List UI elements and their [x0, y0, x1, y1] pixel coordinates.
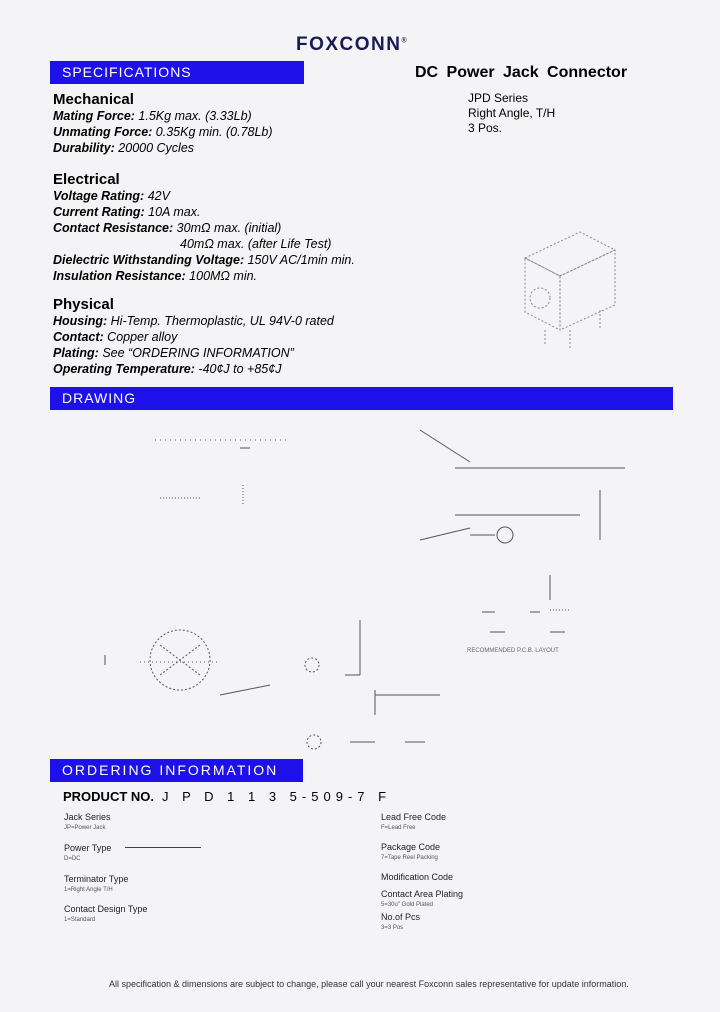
- mechanical-section: [53, 91, 273, 156]
- electrical-section: [53, 171, 355, 284]
- spec-line: Mating Force: 1.5Kg max. (3.33Lb): [53, 109, 252, 123]
- pcb-layout-label: RECOMMENDED P.C.B. LAYOUT: [467, 648, 559, 654]
- specifications-banner: SPECIFICATIONS: [50, 61, 304, 84]
- series-info: [468, 91, 555, 136]
- order-item-contact-design: Contact Design Type 1=Standard: [64, 904, 148, 923]
- order-item-modification-code: Modification Code: [381, 872, 454, 882]
- series-positions: 3 Pos.: [468, 121, 503, 135]
- power-type-leader-line: [125, 847, 201, 848]
- spec-line: Dielectric Withstanding Voltage: 150V AC/1min min.: [53, 253, 355, 267]
- product-number-label: PRODUCT NO.: [63, 789, 154, 804]
- spec-line: Operating Temperature: -40¢J to +85¢J: [53, 362, 282, 376]
- series-name: JPD Series: [468, 91, 529, 105]
- ordering-banner: ORDERING INFORMATION: [50, 759, 303, 782]
- electrical-heading: Electrical: [53, 171, 120, 188]
- physical-section: [53, 296, 334, 377]
- series-orientation: Right Angle, T/H: [468, 106, 556, 120]
- mechanical-heading: Mechanical: [53, 91, 134, 108]
- product-code: J P D 1 1 3 5-509-7 F: [162, 789, 392, 804]
- spec-line: Unmating Force: 0.35Kg min. (0.78Lb): [53, 125, 273, 139]
- spec-line: 40mΩ max. (after Life Test): [180, 237, 332, 251]
- footer-disclaimer: All specification & dimensions are subject to change, please call your nearest Foxconn sales representative for update information.: [109, 979, 629, 989]
- spec-line: Contact Resistance: 30mΩ max. (initial): [53, 221, 282, 235]
- document-title: DC Power Jack Connector: [415, 64, 628, 81]
- spec-line: Contact: Copper alloy: [53, 330, 178, 344]
- order-item-lead-free: Lead Free Code F=Lead Free: [381, 812, 447, 831]
- order-item-contact-plating: Contact Area Plating 5=30u" Gold Plated: [381, 889, 464, 908]
- spec-line: Voltage Rating: 42V: [53, 189, 170, 203]
- foxconn-logo: FOXCONN®: [296, 34, 409, 55]
- order-item-terminator-type: Terminator Type 1=Right Angle T/H: [64, 874, 129, 893]
- order-item-pcs: No.of Pcs 3=3 Pos: [381, 912, 421, 931]
- spec-line: Insulation Resistance: 100MΩ min.: [53, 269, 258, 283]
- spec-line: Housing: Hi-Temp. Thermoplastic, UL 94V-0 rated: [53, 314, 334, 328]
- spec-line: Plating: See “ORDERING INFORMATION”: [53, 346, 294, 360]
- order-item-jack-series: Jack Series JP=Power Jack: [64, 812, 111, 831]
- order-item-package-code: Package Code 7=Tape Reel Packing: [381, 842, 441, 861]
- order-item-power-type: Power Type D=DC: [64, 843, 112, 862]
- product-number: [63, 789, 391, 804]
- physical-heading: Physical: [53, 296, 114, 313]
- spec-line: Durability: 20000 Cycles: [53, 141, 195, 155]
- drawing-banner: DRAWING: [50, 387, 673, 410]
- spec-line: Current Rating: 10A max.: [53, 205, 201, 219]
